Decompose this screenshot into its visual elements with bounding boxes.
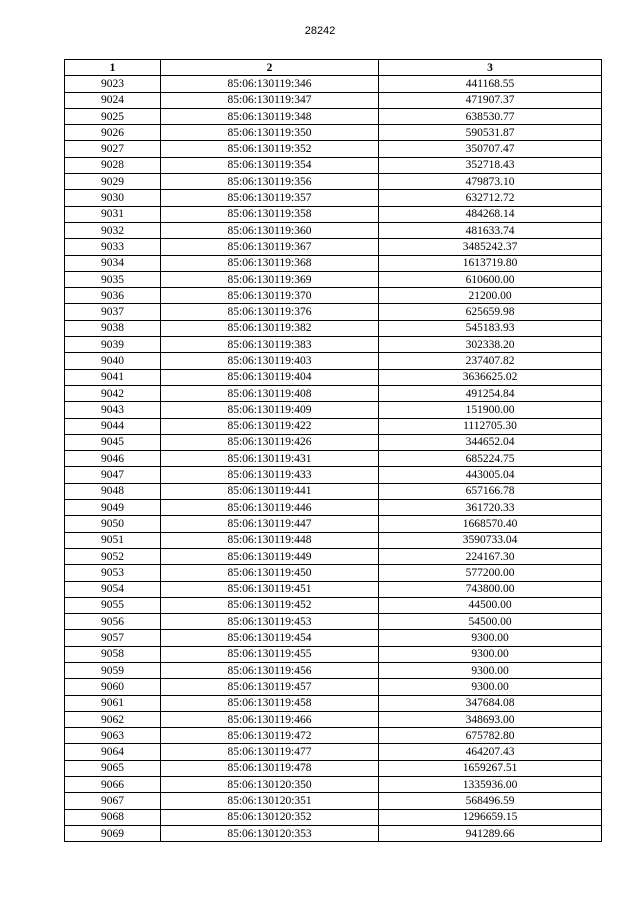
table-row (65, 76, 602, 92)
row-number-cell: 9035 (65, 271, 161, 287)
cadastral-number-cell: 85:06:130119:477 (161, 744, 379, 760)
row-number-cell: 9049 (65, 500, 161, 516)
row-number-cell: 9039 (65, 337, 161, 353)
table-row (65, 597, 602, 613)
row-number-cell: 9057 (65, 630, 161, 646)
row-number-cell: 9030 (65, 190, 161, 206)
value-cell: 479873.10 (379, 174, 602, 190)
cadastral-number-cell: 85:06:130119:360 (161, 222, 379, 238)
cadastral-number-cell: 85:06:130119:356 (161, 174, 379, 190)
value-cell: 3590733.04 (379, 532, 602, 548)
cadastral-number-cell: 85:06:130120:350 (161, 777, 379, 793)
table-row (65, 809, 602, 825)
row-number-cell: 9053 (65, 565, 161, 581)
value-cell: 3636625.02 (379, 369, 602, 385)
value-cell: 347684.08 (379, 695, 602, 711)
value-cell: 638530.77 (379, 108, 602, 124)
value-cell: 3485242.37 (379, 239, 602, 255)
cadastral-number-cell: 85:06:130119:456 (161, 662, 379, 678)
cadastral-number-cell: 85:06:130119:368 (161, 255, 379, 271)
row-number-cell: 9038 (65, 320, 161, 336)
table-row (65, 565, 602, 581)
column-header-1: 1 (65, 60, 161, 76)
value-cell: 941289.66 (379, 825, 602, 841)
table-row (65, 500, 602, 516)
table-row (65, 646, 602, 662)
row-number-cell: 9032 (65, 222, 161, 238)
table-row (65, 353, 602, 369)
table-row (65, 679, 602, 695)
table-row (65, 793, 602, 809)
cadastral-number-cell: 85:06:130119:448 (161, 532, 379, 548)
value-cell: 237407.82 (379, 353, 602, 369)
table-row (65, 434, 602, 450)
table-row (65, 385, 602, 401)
value-cell: 484268.14 (379, 206, 602, 222)
value-cell: 9300.00 (379, 646, 602, 662)
row-number-cell: 9026 (65, 125, 161, 141)
table-row (65, 451, 602, 467)
table-header (65, 60, 602, 76)
table-row (65, 744, 602, 760)
row-number-cell: 9046 (65, 451, 161, 467)
table-row (65, 402, 602, 418)
cadastral-number-cell: 85:06:130119:358 (161, 206, 379, 222)
value-cell: 348693.00 (379, 711, 602, 727)
value-cell: 1659267.51 (379, 760, 602, 776)
table-row (65, 271, 602, 287)
table-row (65, 532, 602, 548)
table-row (65, 190, 602, 206)
row-number-cell: 9061 (65, 695, 161, 711)
cadastral-number-cell: 85:06:130119:449 (161, 548, 379, 564)
table-row (65, 125, 602, 141)
cadastral-number-cell: 85:06:130119:422 (161, 418, 379, 434)
table-row (65, 614, 602, 630)
cadastral-number-cell: 85:06:130119:354 (161, 157, 379, 173)
table-row (65, 711, 602, 727)
table-row (65, 157, 602, 173)
row-number-cell: 9028 (65, 157, 161, 173)
row-number-cell: 9069 (65, 825, 161, 841)
cadastral-number-cell: 85:06:130120:351 (161, 793, 379, 809)
cadastral-number-cell: 85:06:130119:382 (161, 320, 379, 336)
row-number-cell: 9042 (65, 385, 161, 401)
value-cell: 1335936.00 (379, 777, 602, 793)
cadastral-number-cell: 85:06:130119:369 (161, 271, 379, 287)
cadastral-number-cell: 85:06:130119:478 (161, 760, 379, 776)
cadastral-number-cell: 85:06:130119:367 (161, 239, 379, 255)
value-cell: 44500.00 (379, 597, 602, 613)
cadastral-number-cell: 85:06:130119:408 (161, 385, 379, 401)
cadastral-number-cell: 85:06:130119:346 (161, 76, 379, 92)
value-cell: 610600.00 (379, 271, 602, 287)
table-row (65, 255, 602, 271)
data-table (64, 59, 602, 842)
row-number-cell: 9033 (65, 239, 161, 255)
table-row (65, 206, 602, 222)
table-row (65, 662, 602, 678)
row-number-cell: 9058 (65, 646, 161, 662)
table-row (65, 337, 602, 353)
value-cell: 657166.78 (379, 483, 602, 499)
table-row (65, 728, 602, 744)
row-number-cell: 9051 (65, 532, 161, 548)
cadastral-number-cell: 85:06:130119:450 (161, 565, 379, 581)
table-row (65, 239, 602, 255)
table-row (65, 304, 602, 320)
table-row (65, 174, 602, 190)
header-row (65, 60, 602, 76)
value-cell: 21200.00 (379, 288, 602, 304)
value-cell: 361720.33 (379, 500, 602, 516)
cadastral-number-cell: 85:06:130119:403 (161, 353, 379, 369)
cadastral-number-cell: 85:06:130119:454 (161, 630, 379, 646)
table-row (65, 581, 602, 597)
cadastral-number-cell: 85:06:130119:370 (161, 288, 379, 304)
cadastral-number-cell: 85:06:130120:352 (161, 809, 379, 825)
table-body (65, 76, 602, 842)
cadastral-number-cell: 85:06:130119:472 (161, 728, 379, 744)
cadastral-number-cell: 85:06:130119:441 (161, 483, 379, 499)
cadastral-number-cell: 85:06:130119:409 (161, 402, 379, 418)
row-number-cell: 9023 (65, 76, 161, 92)
table-row (65, 418, 602, 434)
cadastral-number-cell: 85:06:130119:433 (161, 467, 379, 483)
row-number-cell: 9044 (65, 418, 161, 434)
value-cell: 443005.04 (379, 467, 602, 483)
value-cell: 350707.47 (379, 141, 602, 157)
table-row (65, 108, 602, 124)
row-number-cell: 9025 (65, 108, 161, 124)
row-number-cell: 9062 (65, 711, 161, 727)
row-number-cell: 9067 (65, 793, 161, 809)
cadastral-number-cell: 85:06:130119:352 (161, 141, 379, 157)
value-cell: 9300.00 (379, 662, 602, 678)
value-cell: 1613719.80 (379, 255, 602, 271)
cadastral-number-cell: 85:06:130119:350 (161, 125, 379, 141)
cadastral-number-cell: 85:06:130119:466 (161, 711, 379, 727)
value-cell: 632712.72 (379, 190, 602, 206)
row-number-cell: 9043 (65, 402, 161, 418)
cadastral-number-cell: 85:06:130119:457 (161, 679, 379, 695)
value-cell: 481633.74 (379, 222, 602, 238)
cadastral-number-cell: 85:06:130119:446 (161, 500, 379, 516)
row-number-cell: 9047 (65, 467, 161, 483)
value-cell: 545183.93 (379, 320, 602, 336)
row-number-cell: 9037 (65, 304, 161, 320)
row-number-cell: 9027 (65, 141, 161, 157)
value-cell: 491254.84 (379, 385, 602, 401)
table-row (65, 222, 602, 238)
row-number-cell: 9048 (65, 483, 161, 499)
value-cell: 302338.20 (379, 337, 602, 353)
table-row (65, 760, 602, 776)
table-row (65, 92, 602, 108)
cadastral-number-cell: 85:06:130119:426 (161, 434, 379, 450)
cadastral-number-cell: 85:06:130119:376 (161, 304, 379, 320)
column-header-2: 2 (161, 60, 379, 76)
table-row (65, 777, 602, 793)
value-cell: 685224.75 (379, 451, 602, 467)
row-number-cell: 9045 (65, 434, 161, 450)
cadastral-number-cell: 85:06:130119:404 (161, 369, 379, 385)
table-row (65, 516, 602, 532)
row-number-cell: 9059 (65, 662, 161, 678)
value-cell: 577200.00 (379, 565, 602, 581)
cadastral-number-cell: 85:06:130119:347 (161, 92, 379, 108)
table-row (65, 825, 602, 841)
cadastral-number-cell: 85:06:130119:357 (161, 190, 379, 206)
table-row (65, 320, 602, 336)
table-row (65, 467, 602, 483)
cadastral-number-cell: 85:06:130119:348 (161, 108, 379, 124)
row-number-cell: 9050 (65, 516, 161, 532)
cadastral-number-cell: 85:06:130119:452 (161, 597, 379, 613)
table-row (65, 369, 602, 385)
value-cell: 344652.04 (379, 434, 602, 450)
value-cell: 1112705.30 (379, 418, 602, 434)
page-number: 28242 (304, 25, 336, 37)
row-number-cell: 9065 (65, 760, 161, 776)
cadastral-number-cell: 85:06:130119:383 (161, 337, 379, 353)
value-cell: 590531.87 (379, 125, 602, 141)
row-number-cell: 9060 (65, 679, 161, 695)
table-row (65, 695, 602, 711)
row-number-cell: 9031 (65, 206, 161, 222)
cadastral-number-cell: 85:06:130119:451 (161, 581, 379, 597)
row-number-cell: 9024 (65, 92, 161, 108)
row-number-cell: 9064 (65, 744, 161, 760)
value-cell: 625659.98 (379, 304, 602, 320)
value-cell: 151900.00 (379, 402, 602, 418)
value-cell: 743800.00 (379, 581, 602, 597)
row-number-cell: 9052 (65, 548, 161, 564)
cadastral-number-cell: 85:06:130119:458 (161, 695, 379, 711)
row-number-cell: 9055 (65, 597, 161, 613)
row-number-cell: 9063 (65, 728, 161, 744)
row-number-cell: 9036 (65, 288, 161, 304)
row-number-cell: 9040 (65, 353, 161, 369)
cadastral-number-cell: 85:06:130119:453 (161, 614, 379, 630)
value-cell: 471907.37 (379, 92, 602, 108)
row-number-cell: 9054 (65, 581, 161, 597)
value-cell: 224167.30 (379, 548, 602, 564)
table-row (65, 141, 602, 157)
table-row (65, 483, 602, 499)
row-number-cell: 9029 (65, 174, 161, 190)
value-cell: 54500.00 (379, 614, 602, 630)
value-cell: 9300.00 (379, 630, 602, 646)
cadastral-number-cell: 85:06:130119:447 (161, 516, 379, 532)
value-cell: 464207.43 (379, 744, 602, 760)
table-row (65, 288, 602, 304)
value-cell: 441168.55 (379, 76, 602, 92)
row-number-cell: 9066 (65, 777, 161, 793)
row-number-cell: 9068 (65, 809, 161, 825)
table-row (65, 630, 602, 646)
column-header-3: 3 (379, 60, 602, 76)
value-cell: 1668570.40 (379, 516, 602, 532)
value-cell: 675782.80 (379, 728, 602, 744)
value-cell: 352718.43 (379, 157, 602, 173)
row-number-cell: 9041 (65, 369, 161, 385)
cadastral-number-cell: 85:06:130120:353 (161, 825, 379, 841)
row-number-cell: 9034 (65, 255, 161, 271)
row-number-cell: 9056 (65, 614, 161, 630)
value-cell: 1296659.15 (379, 809, 602, 825)
cadastral-number-cell: 85:06:130119:431 (161, 451, 379, 467)
value-cell: 568496.59 (379, 793, 602, 809)
value-cell: 9300.00 (379, 679, 602, 695)
table-row (65, 548, 602, 564)
cadastral-number-cell: 85:06:130119:455 (161, 646, 379, 662)
